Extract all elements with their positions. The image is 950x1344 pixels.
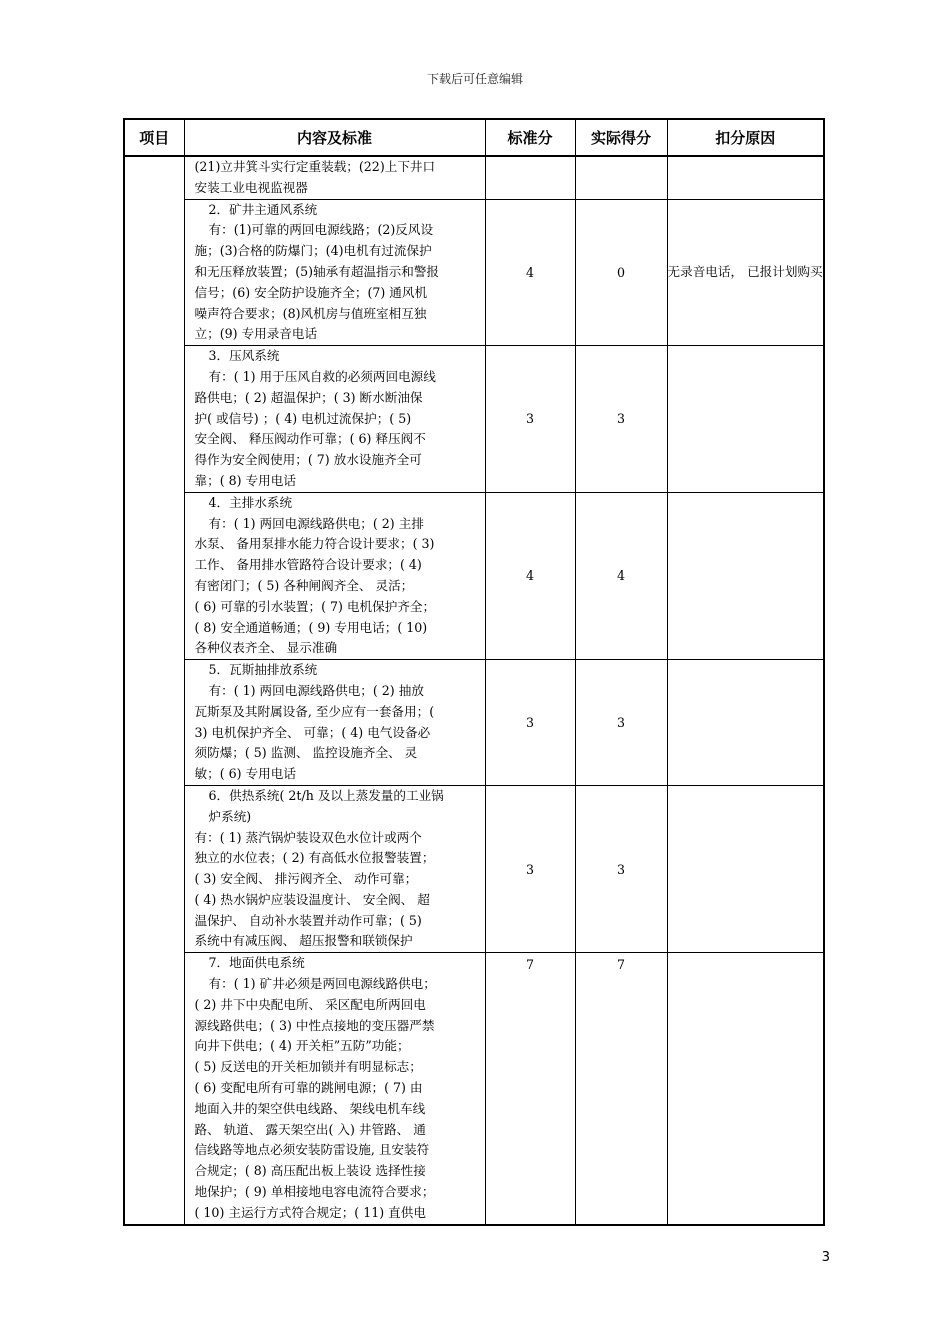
content-section-title: 2．矿井主通风系统 (208, 201, 318, 217)
content-line: 各种仪表齐全、 显示准确 (194, 640, 338, 656)
page-number: 3 (821, 1250, 830, 1265)
content-line: 3) 电机保护齐全、 可靠；( 4) 电气设备必 (194, 724, 431, 740)
content-line: 得作为安全阀使用；( 7) 放水设施齐全可 (194, 452, 422, 468)
deduction-reason-cell (667, 156, 824, 199)
actual-score-cell: 4 (575, 492, 667, 659)
content-line: 有：( 1) 两回电源线路供电；( 2) 抽放 (208, 682, 424, 698)
content-line: 地保护；( 9) 单相接地电容电流符合要求； (194, 1184, 435, 1200)
content-section-title: 4．主排水系统 (208, 494, 293, 510)
table-row (124, 346, 824, 493)
content-line: ( 10) 主运行方式符合规定；( 11) 直供电 (194, 1204, 426, 1220)
standard-score-cell: 4 (485, 492, 575, 659)
content-line: ( 2) 井下中央配电所、 采区配电所两回电 (194, 996, 426, 1012)
content-line: 有：( 1) 蒸汽锅炉装设双色水位计或两个 (194, 829, 422, 845)
content-line: 工作、 备用排水管路符合设计要求；( 4) (194, 557, 422, 573)
table-row (124, 199, 824, 346)
content-cell (184, 660, 485, 786)
item-cell (124, 156, 184, 1225)
table-row (124, 660, 824, 786)
content-line: 施；(3)合格的防爆门；(4)电机有过流保护 (194, 243, 432, 259)
standard-score-cell: 3 (485, 346, 575, 493)
content-line: 有：( 1) 用于压风自救的必须两回电源线 (208, 368, 436, 384)
content-cell (184, 199, 485, 346)
content-section-title: 5．瓦斯抽排放系统 (208, 662, 318, 678)
deduction-reason-cell (667, 492, 824, 659)
deduction-reason-cell (667, 785, 824, 952)
content-line: 独立的水位表；( 2) 有高低水位报警装置； (194, 850, 435, 866)
content-line: 须防爆；( 5) 监测、 监控设施齐全、 灵 (194, 745, 418, 761)
content-section-title: 7．地面供电系统 (208, 955, 305, 971)
content-line: 路、 轨道、 露天架空出( 入) 井管路、 通 (194, 1121, 426, 1137)
content-line: 安全阀、 释压阀动作可靠；( 6) 释压阀不 (194, 431, 426, 447)
actual-score-cell: 7 (575, 953, 667, 1225)
content-cell (184, 953, 485, 1225)
content-cell (184, 492, 485, 659)
content-line: 系统中有减压阀、 超压报警和联锁保护 (194, 933, 413, 949)
column-header-actual-score: 实际得分 (575, 119, 667, 156)
page-header: 下载后可任意编辑 (426, 72, 523, 86)
actual-score-cell: 3 (575, 785, 667, 952)
table-header-row (124, 119, 824, 156)
content-section-title: 6．供热系统( 2t/h 及以上蒸发量的工业锅 (208, 787, 444, 803)
content-line: ( 8) 安全通道畅通；( 9) 专用电话；( 10) (194, 619, 428, 635)
content-line: 敏；( 6) 专用电话 (194, 766, 296, 782)
content-line: 安装工业电视监视器 (194, 179, 308, 195)
content-line: ( 3) 安全阀、 排污阀齐全、 动作可靠； (194, 871, 418, 887)
actual-score-cell: 3 (575, 660, 667, 786)
standard-score-cell: 4 (485, 199, 575, 346)
column-header-content: 内容及标准 (184, 119, 485, 156)
content-line: 有：( 1) 两回电源线路供电；( 2) 主排 (208, 515, 424, 531)
content-line: 温保护、 自动补水装置并动作可靠；( 5) (194, 912, 422, 928)
standard-score-cell: 3 (485, 785, 575, 952)
table-row (124, 785, 824, 952)
content-line: 地面入井的架空供电线路、 架线电机车线 (194, 1100, 426, 1116)
content-section-title: 3．压风系统 (208, 348, 280, 364)
content-line: 靠；( 8) 专用电话 (194, 472, 296, 488)
content-line: 路供电；( 2) 超温保护；( 3) 断水断油保 (194, 389, 423, 405)
content-line: 信号；(6) 安全防护设施齐全；(7) 通风机 (194, 284, 428, 300)
standard-score-cell: 3 (485, 660, 575, 786)
content-line: 炉系统) (208, 808, 252, 824)
content-line: 信线路等地点必须安装防雷设施, 且安装符 (194, 1142, 430, 1158)
content-line: ( 4) 热水锅炉应装设温度计、 安全阀、 超 (194, 891, 430, 907)
content-line: 瓦斯泵及其附属设备, 至少应有一套备用；( (194, 703, 435, 719)
content-line: 有：( 1) 矿井必须是两回电源线路供电； (208, 976, 436, 992)
deduction-reason-cell: 无录音电话， 已报计划购买 (667, 199, 824, 346)
deduction-reason-cell (667, 660, 824, 786)
content-line: 护( 或信号) ；( 4) 电机过流保护；( 5) (194, 410, 412, 426)
actual-score-cell: 3 (575, 346, 667, 493)
content-line: 噪声符合要求；(8)风机房与值班室相互独 (194, 305, 427, 321)
content-line: ( 6) 可靠的引水装置；( 7) 电机保护齐全； (194, 598, 436, 614)
standard-score-cell: 7 (485, 953, 575, 1225)
actual-score-cell (575, 156, 667, 199)
evaluation-table (123, 118, 825, 1226)
content-line: (21)立井箕斗实行定重装载；(22)上下井口 (194, 159, 436, 174)
deduction-reason-cell (667, 953, 824, 1225)
content-line: 合规定；( 8) 高压配出板上装设 选择性接 (194, 1163, 426, 1179)
column-header-standard-score: 标准分 (485, 119, 575, 156)
table-body (124, 156, 824, 1225)
standard-score-cell (485, 156, 575, 199)
actual-score-cell: 0 (575, 199, 667, 346)
content-line: 有密闭门；( 5) 各种闸阀齐全、 灵活； (194, 577, 414, 593)
content-line: 向井下供电；( 4) 开关柜”五防”功能； (194, 1038, 410, 1054)
content-line: ( 6) 变配电所有可靠的跳闸电源；( 7) 由 (194, 1080, 423, 1096)
content-line: ( 5) 反送电的开关柜加锁并有明显标志； (194, 1059, 422, 1075)
content-line: 和无压释放装置；(5)轴承有超温指示和警报 (194, 263, 440, 279)
content-line: 立；(9) 专用录音电话 (194, 326, 318, 342)
content-line: 水泵、 备用泵排水能力符合设计要求；( 3) (194, 536, 435, 552)
content-line: 有：(1)可靠的两回电源线路；(2)反风设 (208, 222, 434, 238)
content-cell (184, 346, 485, 493)
content-cell (184, 156, 485, 199)
deduction-reason-cell (667, 346, 824, 493)
table-row (124, 953, 824, 1225)
column-header-deduction-reason: 扣分原因 (667, 119, 824, 156)
content-cell (184, 785, 485, 952)
column-header-item: 项目 (124, 119, 184, 156)
content-line: 源线路供电；( 3) 中性点接地的变压器严禁 (194, 1017, 435, 1033)
table-row (124, 492, 824, 659)
table-row (124, 156, 824, 199)
